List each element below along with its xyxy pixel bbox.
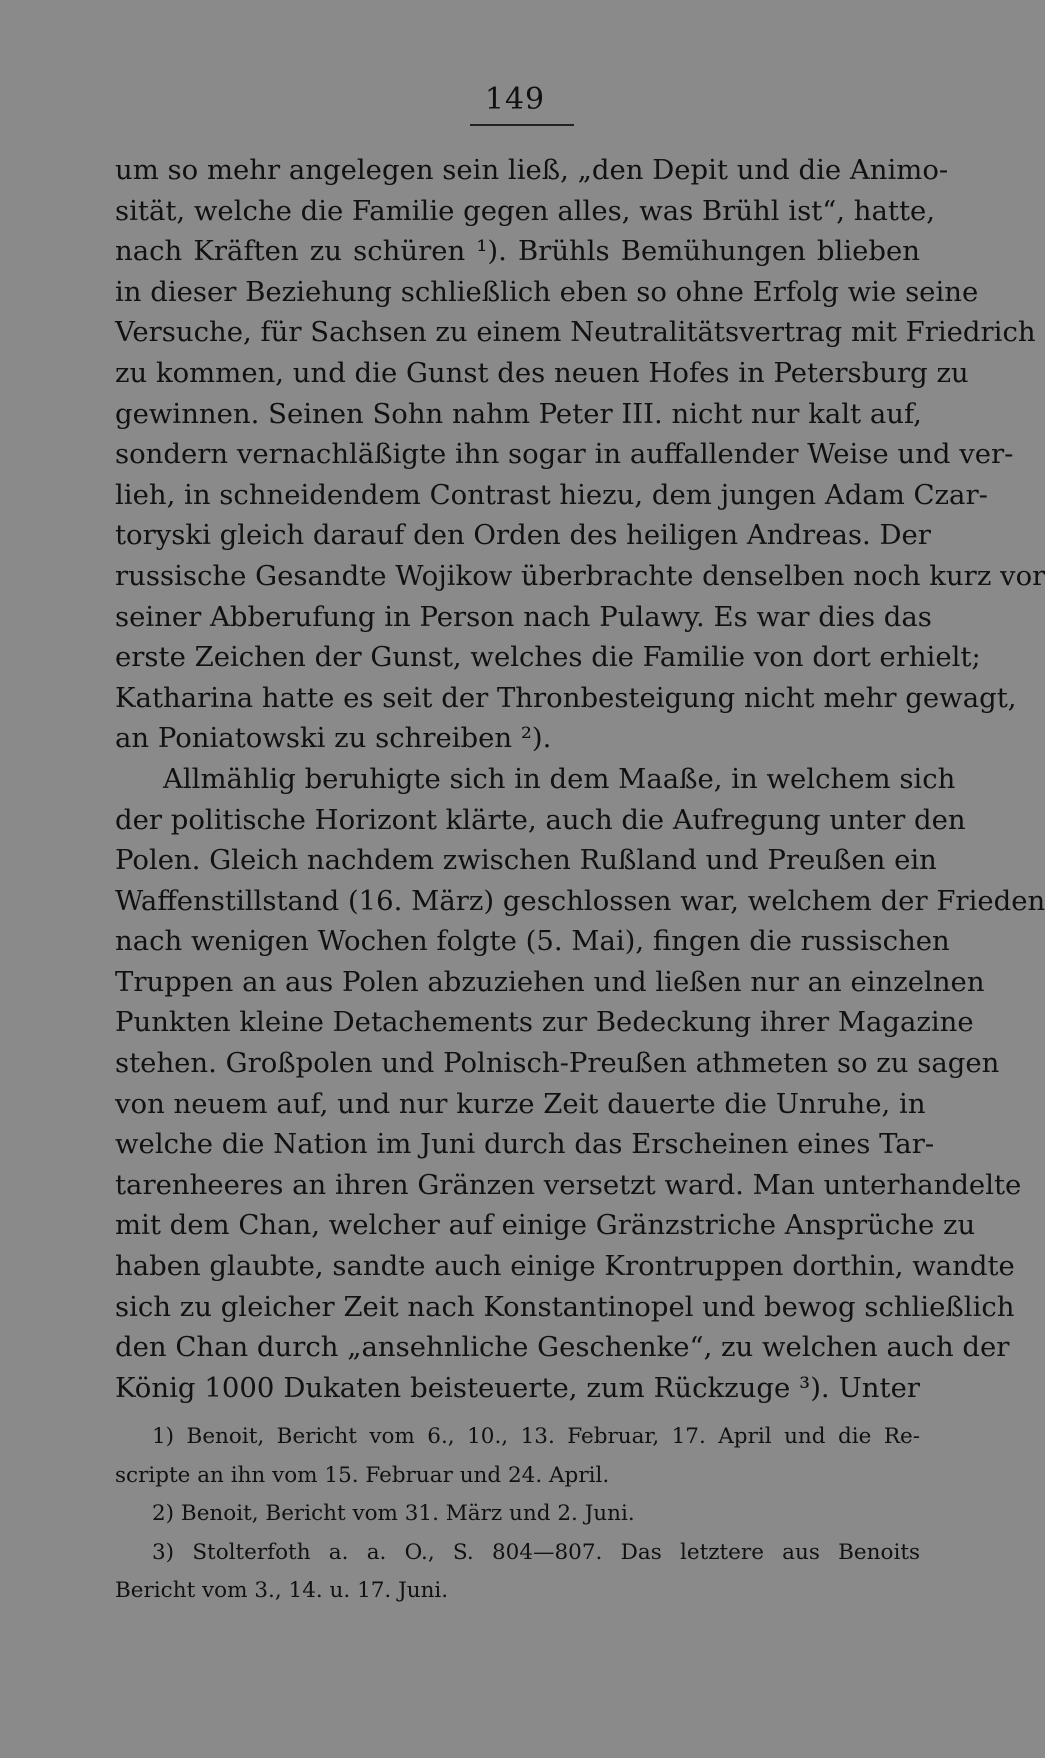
footnote-1: 1) Benoit, Bericht vom 6., 10., 13. Februar, 17. April und die Re- bbox=[152, 1424, 920, 1449]
text-line: welche die Nation im Juni durch das Erscheinen eines Tar- bbox=[115, 1128, 935, 1161]
text-line: lieh, in schneidendem Contrast hiezu, dem jungen Adam Czar- bbox=[115, 478, 988, 511]
footnote-3: 3) Stolterfoth a. a. O., S. 804—807. Das letztere aus Benoits bbox=[152, 1539, 920, 1565]
text-line: Polen. Gleich nachdem zwischen Rußland und Preußen ein bbox=[115, 844, 937, 877]
text-line: zu kommen, und die Gunst des neuen Hofes in Petersburg zu bbox=[115, 356, 969, 389]
header-rule bbox=[470, 124, 574, 126]
text-line: tarenheeres an ihren Gränzen versetzt ward. Man unterhandelte bbox=[115, 1168, 1022, 1201]
paragraph-start-line: Allmählig beruhigte sich in dem Maaße, in welchem sich bbox=[163, 762, 956, 795]
footnote-1-continued: scripte an ihn vom 15. Februar und 24. April. bbox=[115, 1462, 610, 1488]
text-line: haben glaubte, sandte auch einige Krontruppen dorthin, wandte bbox=[115, 1250, 1015, 1283]
text-line: Waffenstillstand (16. März) geschlossen war, welchem der Frieden bbox=[115, 884, 1045, 917]
text-line: russische Gesandte Wojikow überbrachte denselben noch kurz vor bbox=[115, 559, 1045, 592]
text-line: um so mehr angelegen sein ließ, „den Depit und die Animo- bbox=[115, 154, 949, 186]
text-line: gewinnen. Seinen Sohn nahm Peter III. nicht nur kalt auf, bbox=[115, 397, 922, 430]
text-line: von neuem auf, und nur kurze Zeit dauerte die Unruhe, in bbox=[115, 1087, 926, 1120]
text-line: seiner Abberufung in Person nach Pulawy. Es war dies das bbox=[115, 600, 932, 633]
text-line: erste Zeichen der Gunst, welches die Familie von dort erhielt; bbox=[115, 641, 981, 674]
text-line: an Poniatowski zu schreiben ²). bbox=[115, 722, 552, 755]
footnote-2: 2) Benoit, Bericht vom 31. März und 2. Juni. bbox=[152, 1501, 635, 1526]
text-line: Truppen an aus Polen abzuziehen und ließen nur an einzelnen bbox=[115, 965, 985, 998]
text-line: in dieser Beziehung schließlich eben so ohne Erfolg wie seine bbox=[115, 275, 979, 308]
text-line: Katharina hatte es seit der Thronbesteigung nicht mehr gewagt, bbox=[115, 681, 1017, 714]
footnote-3-continued: Bericht vom 3., 14. u. 17. Juni. bbox=[115, 1578, 449, 1603]
text-line: König 1000 Dukaten beisteuerte, zum Rückzuge ³). Unter bbox=[115, 1371, 920, 1404]
text-line: sondern vernachläßigte ihn sogar in auffallender Weise und ver- bbox=[115, 438, 1014, 471]
text-line: nach wenigen Wochen folgte (5. Mai), fingen die russischen bbox=[115, 925, 950, 958]
text-line: stehen. Großpolen und Polnisch-Preußen athmeten so zu sagen bbox=[115, 1047, 1000, 1080]
text-line: nach Kräften zu schüren ¹). Brühls Bemühungen blieben bbox=[115, 235, 920, 268]
text-line: sich zu gleicher Zeit nach Konstantinopel und bewog schließlich bbox=[115, 1290, 1015, 1323]
text-line: den Chan durch „ansehnliche Geschenke“, zu welchen auch der bbox=[115, 1331, 1010, 1364]
footnotes bbox=[115, 1418, 920, 1611]
body-text bbox=[115, 150, 1045, 1408]
text-line: mit dem Chan, welcher auf einige Gränzstriche Ansprüche zu bbox=[115, 1209, 976, 1242]
text-line: sität, welche die Familie gegen alles, was Brühl ist“, hatte, bbox=[115, 194, 936, 227]
page-number: 149 bbox=[484, 82, 546, 117]
text-line: der politische Horizont klärte, auch die Aufregung unter den bbox=[115, 803, 966, 836]
text-line: Versuche, für Sachsen zu einem Neutralitätsvertrag mit Friedrich bbox=[115, 316, 1036, 349]
text-line: Punkten kleine Detachements zur Bedeckung ihrer Magazine bbox=[115, 1006, 974, 1039]
text-line: toryski gleich darauf den Orden des heiligen Andreas. Der bbox=[115, 519, 931, 552]
